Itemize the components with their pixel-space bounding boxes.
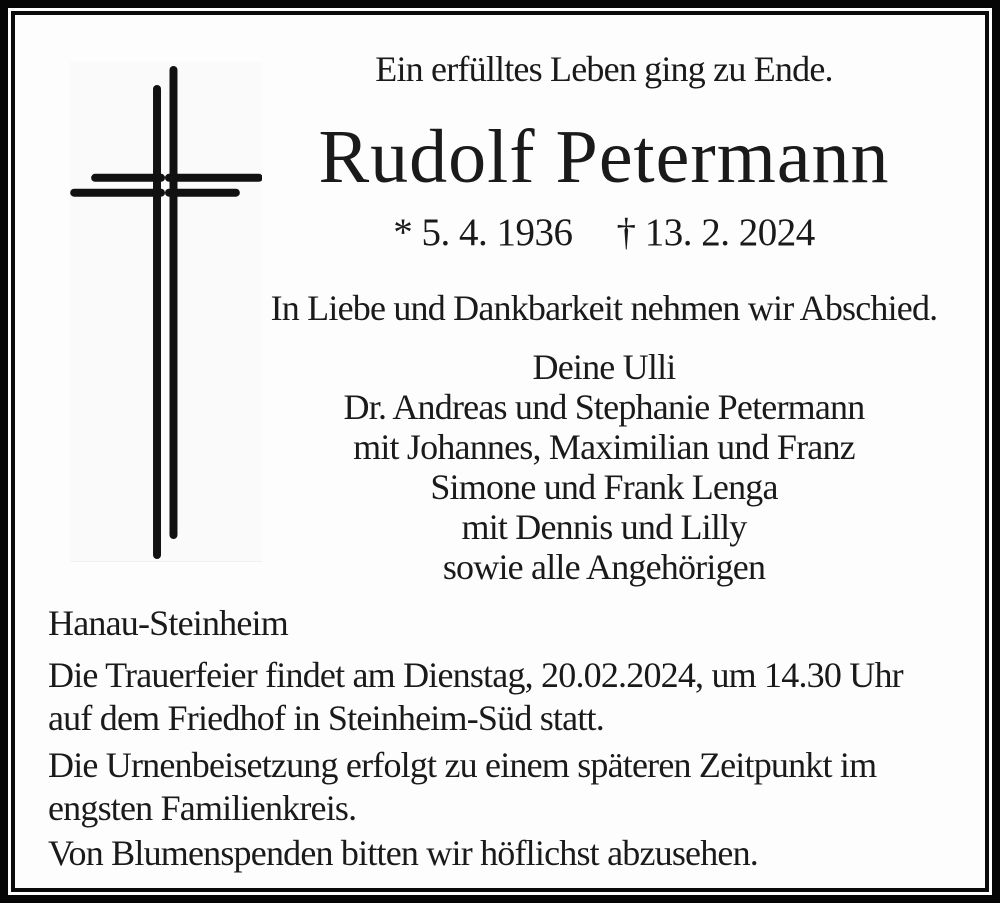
flowers-note: Von Blumenspenden bitten wir höflichst abzusehen. xyxy=(48,833,758,873)
funeral-details: Die Trauerfeier findet am Dienstag, 20.02.2024, um 14.30 Uhr auf dem Friedhof in Steinheim-Süd statt. xyxy=(48,655,903,738)
deceased-name: Rudolf Petermann xyxy=(318,115,890,199)
mourner-line: Dr. Andreas und Stephanie Petermann xyxy=(343,387,865,427)
epitaph-line: Ein erfülltes Leben ging zu Ende. xyxy=(375,49,833,89)
location-line: Hanau-Steinheim xyxy=(48,603,288,643)
mourner-line: Deine Ulli xyxy=(532,347,676,387)
urn-details: Die Urnenbeisetzung erfolgt zu einem späteren Zeitpunkt im engsten Familienkreis. xyxy=(48,745,877,828)
farewell-line: In Liebe und Dankbarkeit nehmen wir Abschied. xyxy=(270,288,938,328)
mourner-line: sowie alle Angehörigen xyxy=(442,547,766,587)
mourners-list xyxy=(208,347,1000,587)
mourner-line: mit Johannes, Maximilian und Franz xyxy=(353,427,855,467)
mourner-line: mit Dennis und Lilly xyxy=(461,507,747,547)
death-date: † 13. 2. 2024 xyxy=(616,211,815,254)
life-dates xyxy=(208,213,1000,252)
mourner-line: Simone und Frank Lenga xyxy=(430,467,778,507)
birth-date: * 5. 4. 1936 xyxy=(393,211,573,254)
